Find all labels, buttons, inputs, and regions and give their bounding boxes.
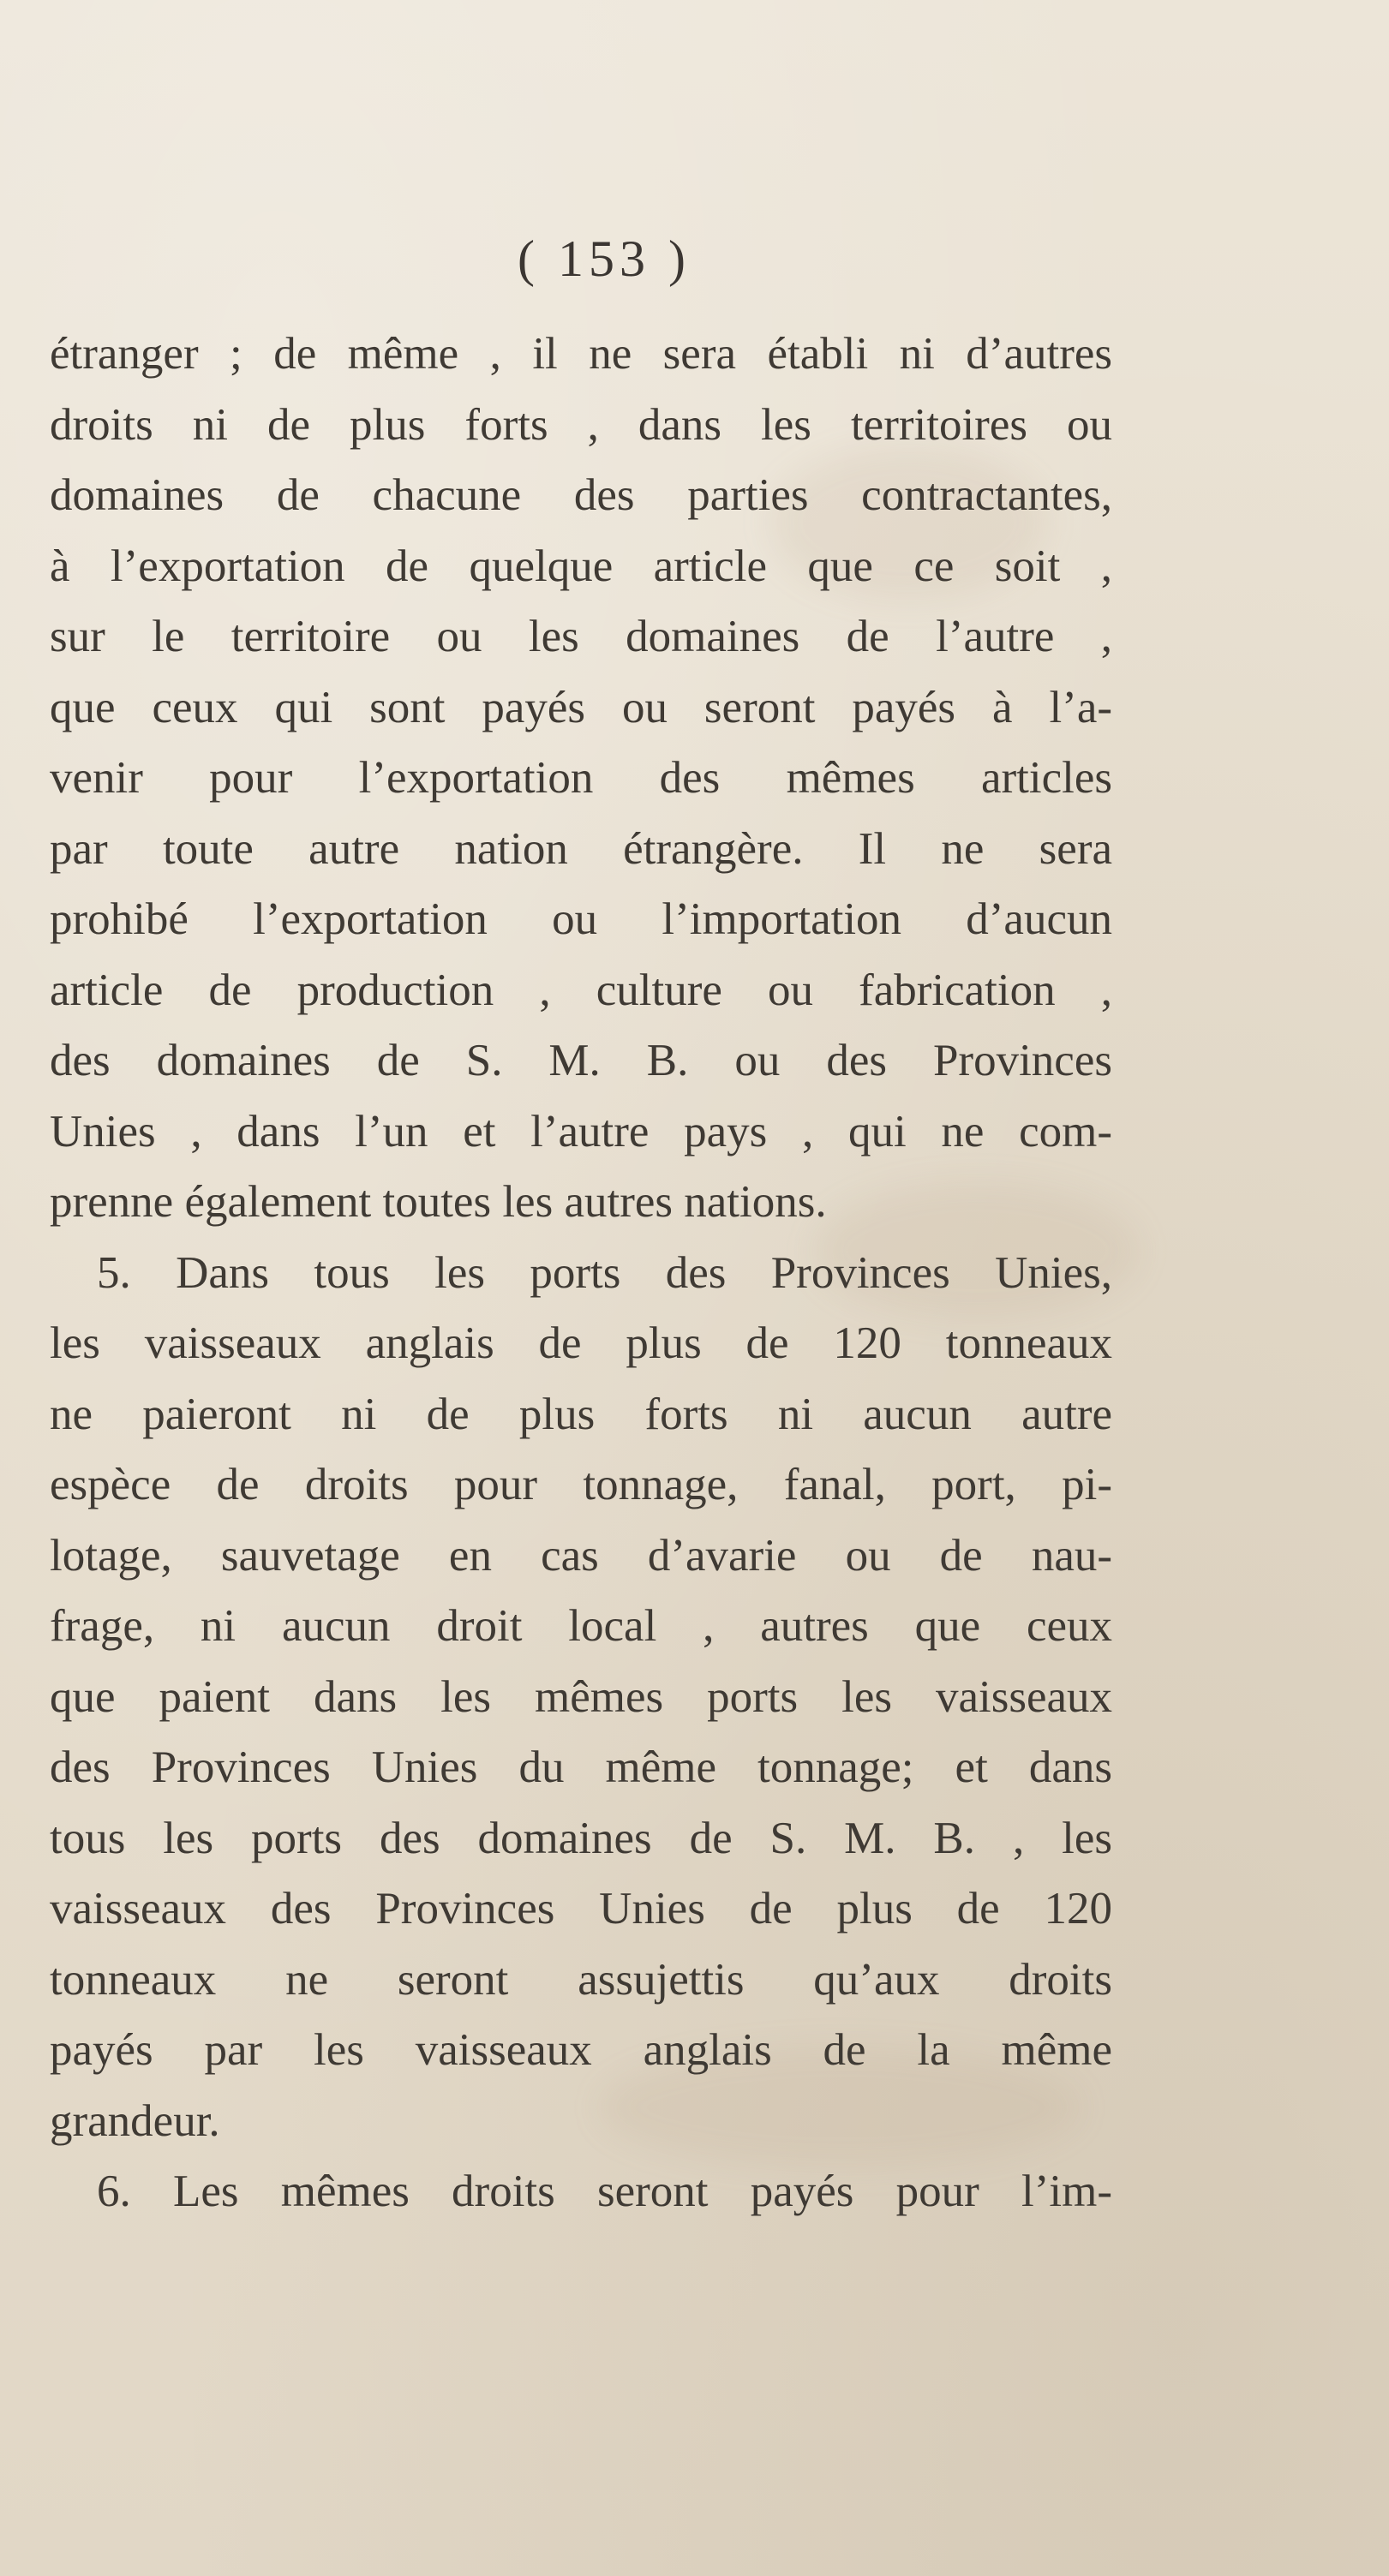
text-line: prenne également toutes les autres nations. [50,1177,827,1227]
body-text [50,319,1112,2227]
text-line: domaines de chacune des parties contractantes, [50,470,1112,520]
page-number: ( 153 ) [518,230,691,287]
text-line: que paient dans les mêmes ports les vaisseaux [50,1671,1112,1722]
text-line: tous les ports des domaines de S. M. B. , les [50,1813,1112,1863]
text-line: droits ni de plus forts , dans les territoires ou [50,399,1112,450]
text-line: que ceux qui sont payés ou seront payés à l’a- [50,682,1112,732]
text-line: à l’exportation de quelque article que ce soit , [50,541,1112,591]
text-line: par toute autre nation étrangère. Il ne sera [50,823,1112,874]
text-line: frage, ni aucun droit local , autres que ceux [50,1601,1112,1651]
text-line: Unies , dans l’un et l’autre pays , qui ne com- [50,1106,1112,1157]
text-line: lotage, sauvetage en cas d’avarie ou de nau- [50,1530,1112,1581]
text-line: étranger ; de même , il ne sera établi ni d’autres [50,329,1112,379]
text-line: venir pour l’exportation des mêmes articles [50,753,1112,803]
text-line: espèce de droits pour tonnage, fanal, port, pi- [50,1460,1112,1509]
text-line: 6. Les mêmes droits seront payés pour l’im- [97,2167,1112,2216]
text-line: prohibé l’exportation ou l’importation d’aucun [50,894,1112,944]
text-line: payés par les vaisseaux anglais de la même [50,2025,1112,2075]
text-line: 5. Dans tous les ports des Provinces Unies, [97,1247,1112,1298]
text-line: des domaines de S. M. B. ou des Provinces [50,1036,1112,1085]
text-line: grandeur. [50,2095,220,2146]
text-line: ne paieront ni de plus forts ni aucun autre [50,1389,1112,1439]
text-line: des Provinces Unies du même tonnage; et dans [50,1742,1112,1792]
text-line: vaisseaux des Provinces Unies de plus de 120 [50,1884,1112,1933]
text-line: les vaisseaux anglais de plus de 120 tonneaux [50,1318,1112,1368]
text-line: tonneaux ne seront assujettis qu’aux droits [50,1954,1112,2005]
text-line: article de production , culture ou fabrication , [50,965,1112,1015]
text-line: sur le territoire ou les domaines de l’autre , [50,612,1112,661]
